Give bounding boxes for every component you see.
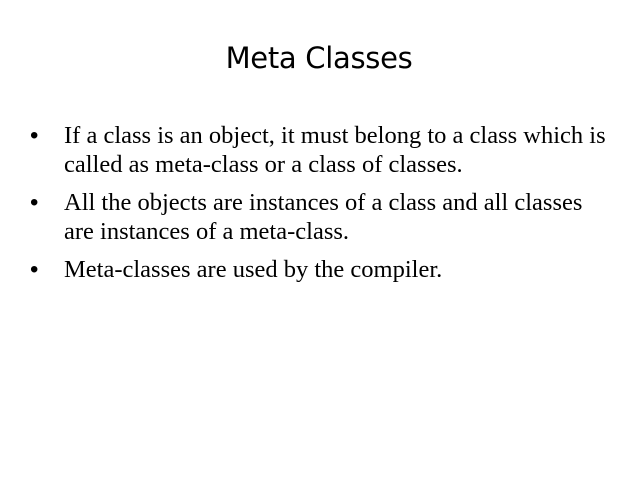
bullet-text-2: All the objects are instances of a class and all classes are instances of a meta-class.: [64, 189, 583, 245]
slide-title: Meta Classes: [225, 41, 413, 75]
bullet-item-3: [30, 255, 610, 284]
bullet-item-1: [30, 121, 610, 179]
bullet-icon: •: [30, 122, 39, 149]
bullet-text-3: Meta-classes are used by the compiler.: [64, 256, 443, 283]
bullet-item-2: [30, 188, 610, 246]
bullet-icon: •: [30, 256, 39, 283]
bullet-icon: •: [30, 189, 39, 216]
bullet-text-1: If a class is an object, it must belong to a class which is called as meta-class or a class of classes.: [64, 122, 606, 178]
bullet-list: [30, 121, 610, 293]
